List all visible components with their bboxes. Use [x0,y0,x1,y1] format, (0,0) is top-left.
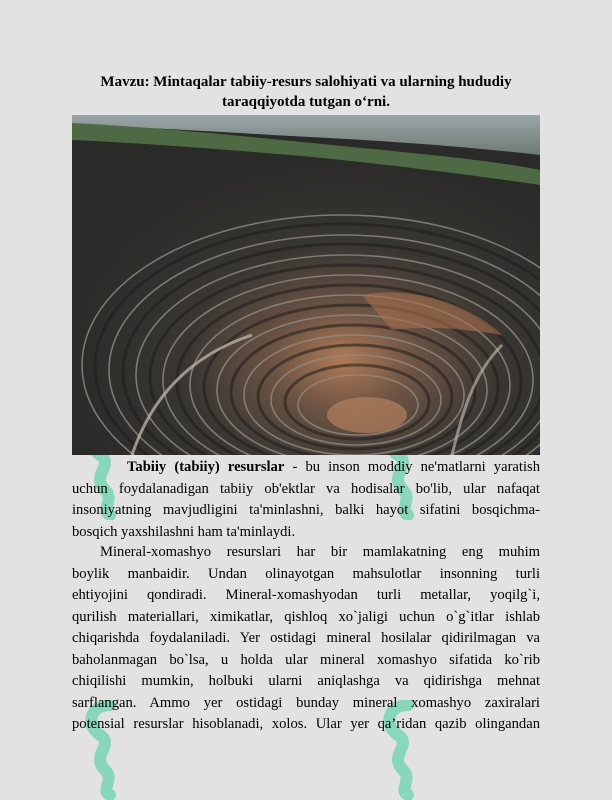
title-line-2: taraqqiyotda tutgan o‘rni. [222,94,390,110]
open-pit-mine-image [72,115,540,455]
mine-photo [72,115,540,455]
page-title [72,72,540,112]
paragraph-natural-resources: Tabiiy (tabiiy) resurslar - bu inson moddiy ne'matlarni yaratish uchun foydalanadigan tabiiy ob'ektlar va hodisalar bo'lib, ular nafaqat insoniyatning mavjudligini ta'minlashni, balki hayot sifatini bosqichma- bosqich yaxshilashni ham ta'minlaydi. [72,459,540,540]
paragraph-mineral-resources: Mineral-xomashyo resurslari har bir mamlakatning eng muhim boylik manbaidir. Undan olinayotgan mahsulotlar insonning turli ehtiyojini qondiradi. Mineral-xomashyodan turli metallar, yoqilg`i, qurilish materiallari, ximikatlar, qishloq xo`jaligi uchun o`g`itlar ishlab chiqarishda foydalaniladi. Yer ostidagi mineral hosilalar qidirilmagan va baholanmagan bo`lsa, u holda ular mineral xomashyo sifatida ko`rib chiqilishi mumkin, holbuki ularni aniqlashga va qidirishga mehnat sarflangan. Ammo yer ostidagi bunday mineral xomashyo zaxiralari potensial resurslar hisoblanadi, xolos. Ular yer qa’ridan qazib olingandan [72,544,540,732]
title-line-1: Mavzu: Mintaqalar tabiiy-resurs salohiyati va ularning hududiy [100,74,512,90]
term-natural-resources: Tabiiy (tabiiy) resurslar [127,459,285,475]
